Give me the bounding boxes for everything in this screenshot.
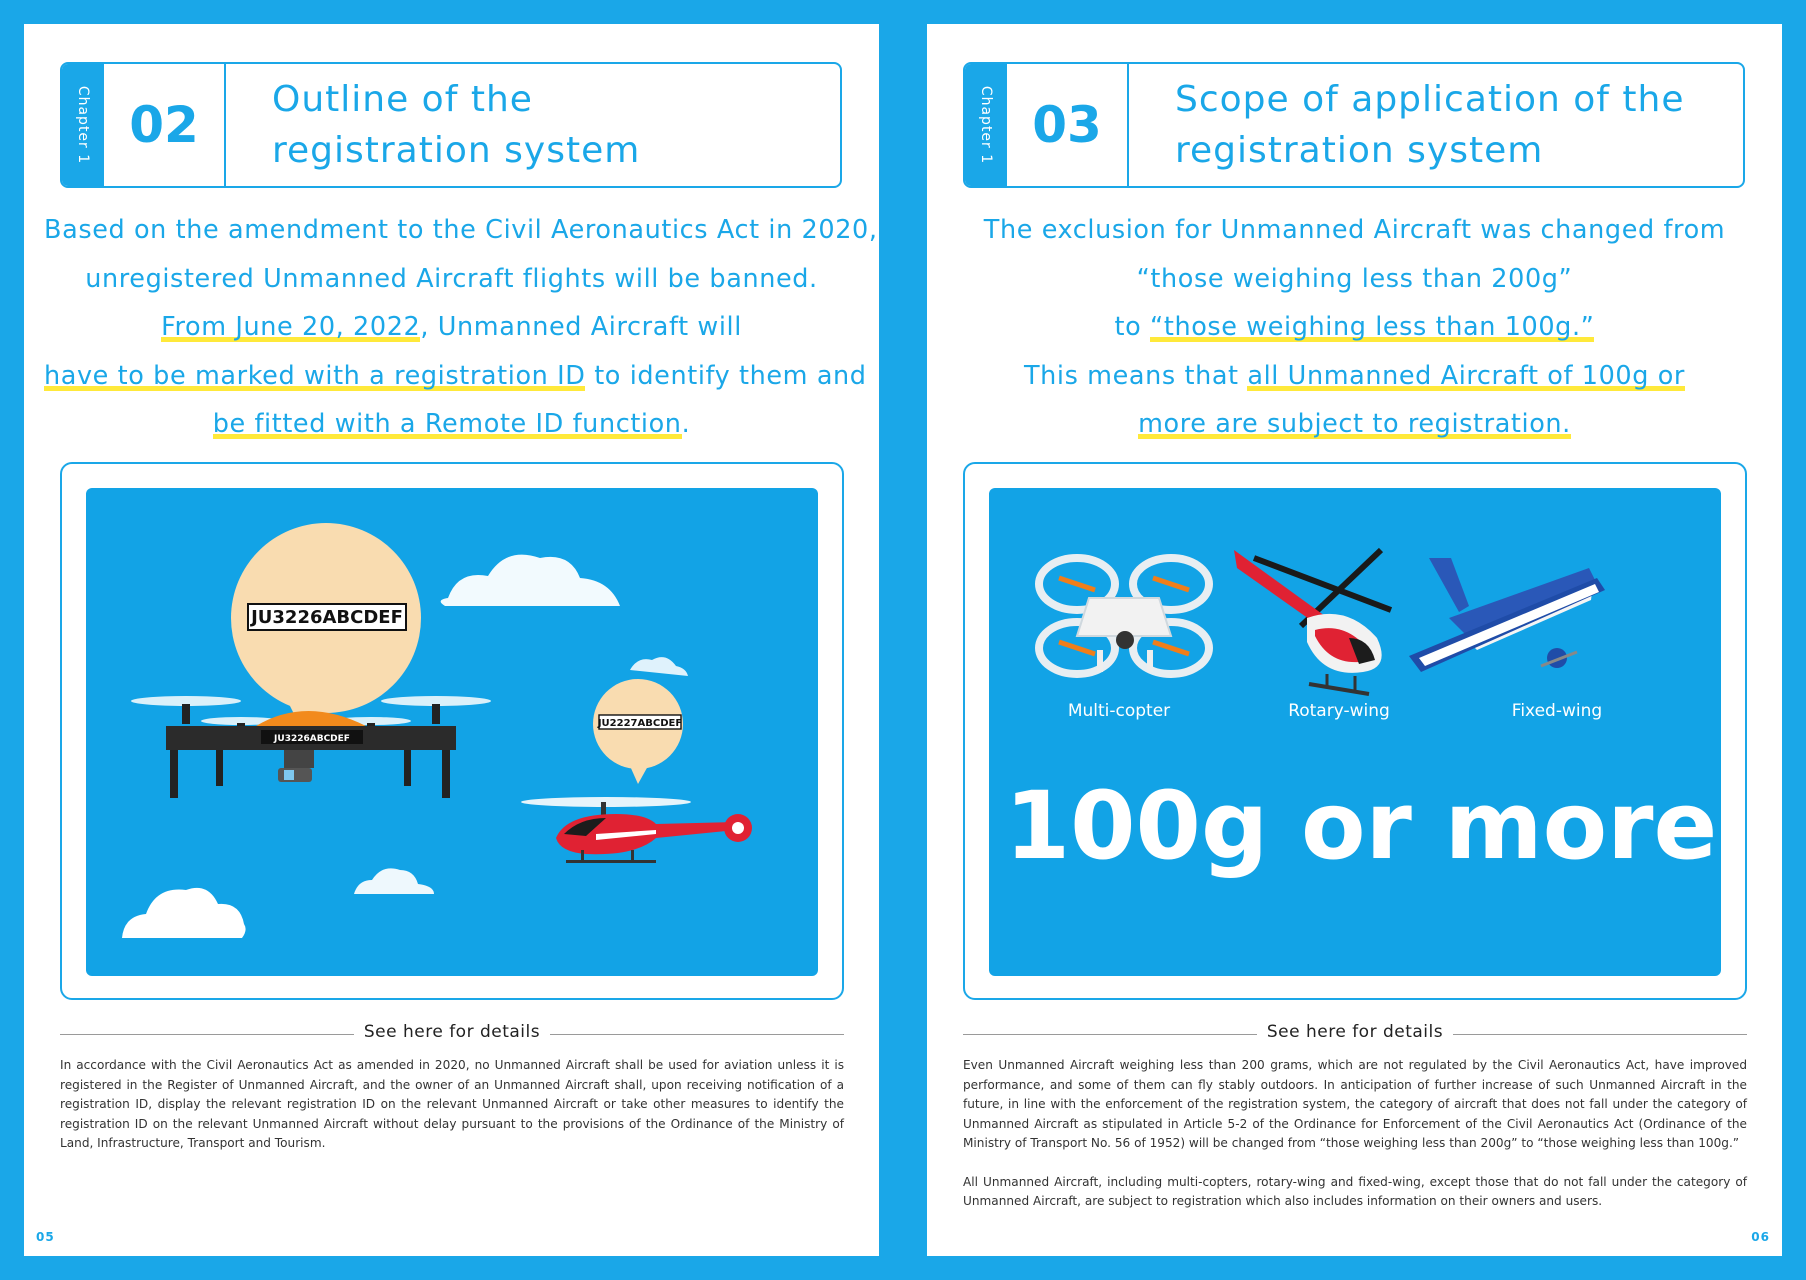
page-number: 06 xyxy=(1751,1230,1770,1244)
section-title xyxy=(1129,64,1743,186)
details-body xyxy=(60,1056,844,1154)
lead-paragraph xyxy=(44,206,878,449)
weight-headline: 100g or more xyxy=(1004,772,1718,881)
highlight-remote-id: be fitted with a Remote ID function xyxy=(212,409,682,439)
details-label: See here for details xyxy=(1266,1022,1444,1042)
aircraft-label-rotary: Rotary-wing xyxy=(1288,701,1390,721)
balloon-large xyxy=(231,523,421,726)
details-paragraph-1: Even Unmanned Aircraft weighing less than 200 grams, which are not regulated by the Civil Aeronautics Act, have improved performance, and some of them can fly stably outdoors. In anticipation of further increase of such Unmanned Aircraft in the future, in line with the enforcement of the registration system, the category of aircraft that does not fall under the category of Unmanned Aircraft as stipulated in Article 5-2 of the Ordinance for Enforcement of the Civil Aeronautics Act (Ordinance of the Ministry of Transport No. 56 of 1952) will be changed from “those weighing less than 200g” to “those weighing less than 100g.” xyxy=(963,1058,1747,1150)
details-paragraph: In accordance with the Civil Aeronautics Act as amended in 2020, no Unmanned Aircraft shall be used for aviation unless it is registered in the Register of Unmanned Aircraft, and the owner of an Unmanned Aircraft shall, upon receiving notification of a registration ID, display the relevant registration ID on the relevant Unmanned Aircraft or take other measures to identify the registration ID on the relevant Unmanned Aircraft without delay pursuant to the provisions of the Ordinance of the Ministry of Land, Infrastructure, Transport and Tourism. xyxy=(60,1058,844,1150)
chapter-tab xyxy=(965,64,1007,186)
lead-line-1: The exclusion for Unmanned Aircraft was changed from xyxy=(983,215,1726,245)
section-title-line2: registration system xyxy=(1175,130,1544,171)
chapter-label: Chapter 1 xyxy=(978,85,994,165)
balloon-small xyxy=(593,679,683,784)
aircraft-label-fixed: Fixed-wing xyxy=(1511,701,1603,721)
highlight-registration-id: have to be marked with a registration ID xyxy=(44,360,586,391)
lead-line-4-prefix: This means that xyxy=(1023,360,1248,391)
details-paragraph-2: All Unmanned Aircraft, including multi-copters, rotary-wing and fixed-wing, except those that do not fall under the category of Unmanned Aircraft, are subject to registration which also includes information on their owners and users. xyxy=(963,1174,1747,1208)
balloon-small-id: JU2227ABCDEF xyxy=(597,718,683,729)
balloon-large-id: JU3226ABCDEF xyxy=(251,607,403,628)
divider-line-right xyxy=(550,1034,844,1035)
details-label: See here for details xyxy=(363,1022,541,1042)
cloud-icon xyxy=(122,888,246,938)
aircraft-scene xyxy=(989,488,1721,976)
divider-line-right xyxy=(1453,1034,1747,1035)
lead-line-2: “those weighing less than 200g” xyxy=(1136,263,1573,294)
details-divider xyxy=(963,1022,1747,1046)
drone-plate: JU3226ABCDEF xyxy=(274,734,350,744)
lead-line-4 xyxy=(44,352,867,401)
section-number: 03 xyxy=(1007,64,1129,186)
multicopter-icon xyxy=(1039,558,1209,674)
drone-scene xyxy=(86,488,818,976)
details-divider xyxy=(60,1022,844,1046)
left-page xyxy=(24,24,879,1256)
illustration-frame xyxy=(60,462,844,1000)
section-number: 02 xyxy=(104,64,226,186)
helicopter-icon xyxy=(521,797,752,863)
page-number: 05 xyxy=(36,1230,55,1244)
lead-line-4 xyxy=(947,352,1762,401)
lead-line-3-prefix: to xyxy=(1114,312,1151,342)
helicopter-icon xyxy=(1234,550,1391,694)
chapter-label: Chapter 1 xyxy=(75,85,91,165)
quadcopter-icon xyxy=(131,696,491,798)
lead-line-1: Based on the amendment to the Civil Aeronautics Act in 2020, xyxy=(44,215,878,245)
fixed-wing-icon xyxy=(1409,558,1605,672)
section-title-line1: Outline of the xyxy=(272,79,533,120)
aircraft-label-multicopter: Multi-copter xyxy=(1067,701,1171,721)
illustration-frame xyxy=(963,462,1747,1000)
lead-line-3 xyxy=(947,303,1762,352)
section-title xyxy=(226,64,840,186)
chapter-tab xyxy=(62,64,104,186)
lead-line-3-rest: , Unmanned Aircraft will xyxy=(420,312,742,342)
highlight-date: From June 20, 2022 xyxy=(161,312,421,342)
cloud-icon xyxy=(354,868,434,894)
lead-line-5-rest: . xyxy=(681,409,691,439)
right-page xyxy=(927,24,1782,1256)
details-body xyxy=(963,1056,1747,1212)
drone-illustration xyxy=(86,488,818,976)
section-title-line1: Scope of application of the xyxy=(1175,79,1685,120)
highlight-all-aircraft: all Unmanned Aircraft of 100g or xyxy=(1247,360,1686,391)
lead-line-5 xyxy=(44,400,859,449)
lead-paragraph xyxy=(947,206,1762,449)
chapter-header xyxy=(60,62,842,188)
highlight-100g: “those weighing less than 100g.” xyxy=(1150,312,1595,342)
cloud-icon xyxy=(630,657,688,676)
lead-line-3 xyxy=(44,303,859,352)
aircraft-illustration xyxy=(989,488,1721,976)
chapter-header xyxy=(963,62,1745,188)
lead-line-4-rest: to identify them and xyxy=(585,360,867,391)
highlight-subject-registration: more are subject to registration. xyxy=(1138,409,1571,439)
section-title-line2: registration system xyxy=(272,130,641,171)
lead-line-2: unregistered Unmanned Aircraft flights will be banned. xyxy=(85,263,818,294)
lead-line-5 xyxy=(947,400,1762,449)
cloud-icon xyxy=(441,555,620,606)
